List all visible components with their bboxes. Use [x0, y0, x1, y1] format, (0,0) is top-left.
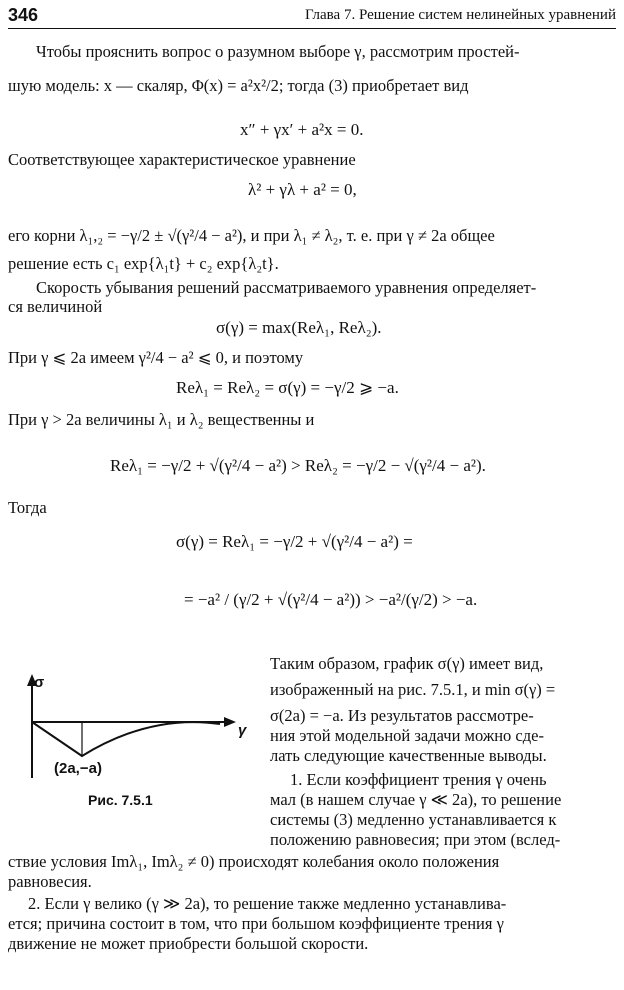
- text-line: Скорость убывания решений рассматриваемого уравнения определяет-: [36, 278, 537, 297]
- text-line: лать следующие качественные выводы.: [270, 746, 547, 765]
- text-line: ется; причина состоит в том, что при большом коэффициенте трения γ: [8, 914, 504, 933]
- running-header: [8, 2, 616, 29]
- text-line: равновесия.: [8, 872, 92, 891]
- text-line: движение не может приобрести большой скорости.: [8, 934, 369, 953]
- equation: x″ + γx′ + a²x = 0.: [240, 120, 364, 139]
- sigma-curve: [32, 722, 220, 756]
- text-line: Соответствующее характеристическое уравнение: [8, 150, 356, 169]
- text-line: ся величиной: [8, 297, 103, 316]
- x-axis-label: γ: [238, 722, 247, 739]
- text-line: 2. Если γ велико (γ ≫ 2a), то решение также медленно устанавлива-: [28, 894, 507, 913]
- running-title: Глава 7. Решение систем нелинейных уравнений: [304, 7, 616, 23]
- figure-caption: Рис. 7.5.1: [88, 792, 153, 808]
- min-point-label: (2a,−a): [54, 760, 102, 777]
- text-line: Чтобы прояснить вопрос о разумном выборе γ, рассмотрим простей-: [36, 42, 520, 61]
- text-line: При γ > 2a величины λ₁ и λ₂ вещественны и: [8, 410, 315, 429]
- text-line: положению равновесия; при этом (вслед-: [270, 830, 561, 849]
- text-line: σ(2a) = −a. Из результатов рассмотре-: [270, 706, 534, 725]
- equation: σ(γ) = max(Reλ₁, Reλ₂).: [216, 318, 382, 337]
- text-line: мал (в нашем случае γ ≪ 2a), то решение: [270, 790, 562, 809]
- text-line: системы (3) медленно устанавливается к: [270, 810, 557, 829]
- text-line: его корни λ₁,₂ = −γ/2 ± √(γ²/4 − a²), и при λ₁ ≠ λ₂, т. е. при γ ≠ 2a общее: [8, 226, 495, 245]
- text-line: Тогда: [8, 498, 47, 517]
- page-number: 346: [8, 5, 39, 25]
- text-line: При γ ⩽ 2a имеем γ²/4 − a² ⩽ 0, и поэтому: [8, 348, 304, 367]
- equation: = −a² / (γ/2 + √(γ²/4 − a²)) > −a²/(γ/2) > −a.: [184, 590, 478, 609]
- text-line: решение есть c₁ exp{λ₁t} + c₂ exp{λ₂t}.: [8, 254, 279, 273]
- text-line: 1. Если коэффициент трения γ очень: [290, 770, 547, 789]
- equation: σ(γ) = Reλ₁ = −γ/2 + √(γ²/4 − a²) =: [176, 532, 413, 551]
- sigma-graph: [10, 668, 250, 788]
- text-line: Таким образом, график σ(γ) имеет вид,: [270, 654, 544, 673]
- text-line: шую модель: x — скаляр, Φ(x) = a²x²/2; тогда (3) приобретает вид: [8, 76, 469, 95]
- text-line: ния этой модельной задачи можно сде-: [270, 726, 544, 745]
- y-axis-label: σ: [34, 674, 45, 691]
- text-line: ствие условия Imλ₁, Imλ₂ ≠ 0) происходят колебания около положения: [8, 852, 500, 871]
- equation: Reλ₁ = Reλ₂ = σ(γ) = −γ/2 ⩾ −a.: [176, 378, 399, 397]
- text-line: изображенный на рис. 7.5.1, и min σ(γ) =: [270, 680, 556, 699]
- equation: Reλ₁ = −γ/2 + √(γ²/4 − a²) > Reλ₂ = −γ/2 − √(γ²/4 − a²).: [110, 456, 486, 475]
- equation: λ² + γλ + a² = 0,: [248, 180, 357, 199]
- x-axis-arrow: [224, 717, 236, 727]
